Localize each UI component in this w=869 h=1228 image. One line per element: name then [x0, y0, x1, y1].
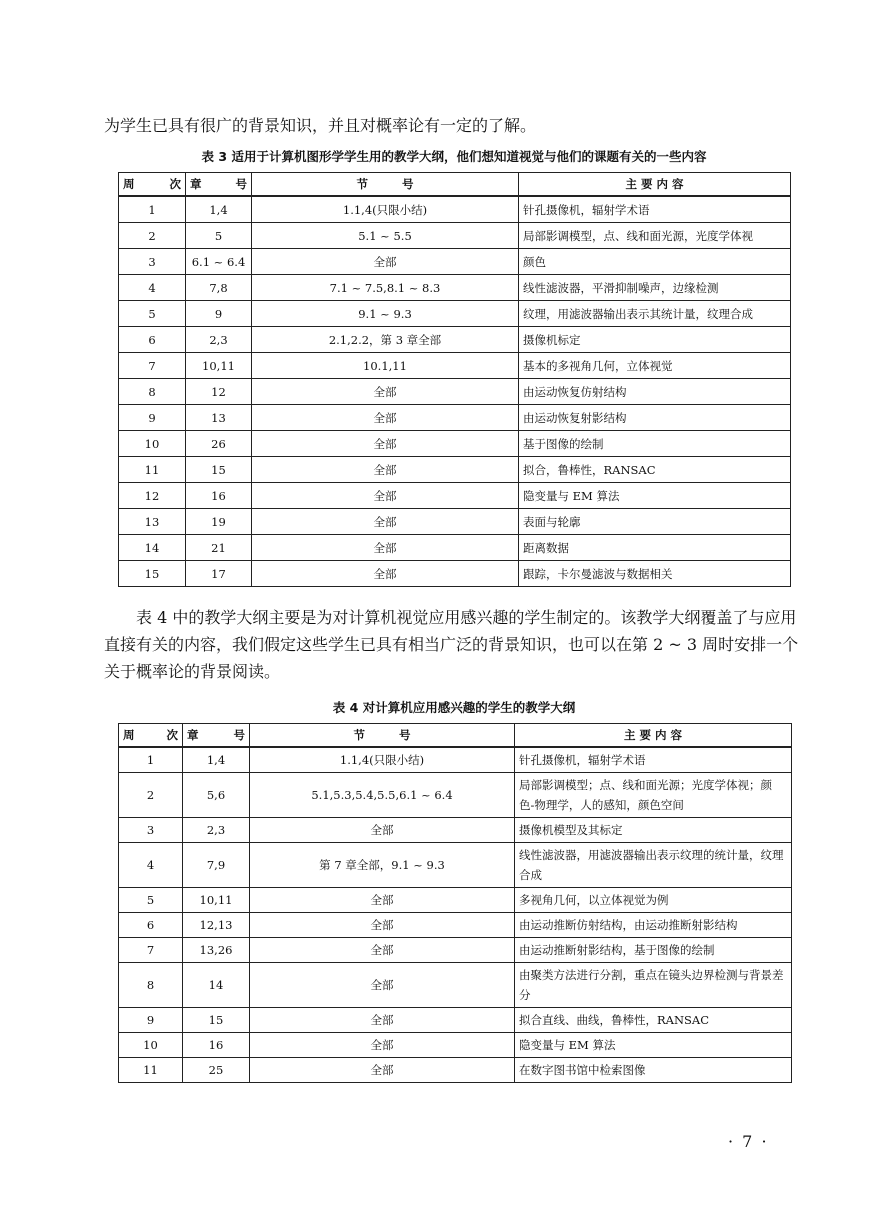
week-cell: 10 — [119, 1033, 183, 1058]
table3-body — [119, 196, 791, 587]
chapter-cell: 2,3 — [183, 818, 250, 843]
section-cell: 全部 — [250, 1008, 515, 1033]
table4 — [118, 723, 792, 1083]
table4-header-row — [119, 724, 792, 748]
table-row — [119, 773, 792, 818]
week-cell: 7 — [119, 938, 183, 963]
section-cell: 全部 — [250, 963, 515, 1008]
chapter-cell: 14 — [183, 963, 250, 1008]
table-row — [119, 483, 791, 509]
table-row — [119, 561, 791, 587]
chapter-cell: 12,13 — [183, 913, 250, 938]
header-week — [119, 724, 183, 748]
section-cell: 全部 — [252, 405, 519, 431]
content-cell: 由聚类方法进行分割，重点在镜头边界检测与背景差分 — [515, 963, 792, 1008]
section-cell: 1.1,4(只限小结) — [250, 747, 515, 773]
content-cell: 颜色 — [519, 249, 791, 275]
content-cell: 针孔摄像机，辐射学术语 — [519, 196, 791, 223]
chapter-cell: 16 — [186, 483, 252, 509]
section-cell: 1.1,4(只限小结) — [252, 196, 519, 223]
table-row — [119, 913, 792, 938]
chapter-cell: 5,6 — [183, 773, 250, 818]
content-cell: 由运动恢复仿射结构 — [519, 379, 791, 405]
intro-line: 为学生已具有很广的背景知识，并且对概率论有一定的了解。 — [104, 116, 537, 135]
table-row — [119, 223, 791, 249]
content-cell: 纹理，用滤波器输出表示其统计量，纹理合成 — [519, 301, 791, 327]
week-cell: 6 — [119, 327, 186, 353]
header-chapter — [186, 173, 252, 197]
table-row — [119, 509, 791, 535]
section-cell: 全部 — [250, 913, 515, 938]
table-row — [119, 1058, 792, 1083]
content-cell: 局部影调模型，点、线和面光源，光度学体视 — [519, 223, 791, 249]
header-week-b: 次 — [169, 177, 181, 191]
header-chapter-a: 章 — [187, 728, 199, 742]
table-row — [119, 379, 791, 405]
header-chapter-b: 号 — [235, 177, 247, 191]
section-cell: 全部 — [252, 457, 519, 483]
week-cell: 4 — [119, 275, 186, 301]
section-cell: 9.1 ~ 9.3 — [252, 301, 519, 327]
chapter-cell: 5 — [186, 223, 252, 249]
chapter-cell: 13 — [186, 405, 252, 431]
table-row — [119, 275, 791, 301]
section-cell: 全部 — [250, 1058, 515, 1083]
content-cell: 摄像机模型及其标定 — [515, 818, 792, 843]
week-cell: 4 — [119, 843, 183, 888]
content-cell: 由运动推断射影结构，基于图像的绘制 — [515, 938, 792, 963]
content-cell: 基于图像的绘制 — [519, 431, 791, 457]
header-chapter-a: 章 — [190, 177, 202, 191]
section-cell: 全部 — [252, 249, 519, 275]
header-section-b: 号 — [402, 177, 414, 191]
content-cell: 由运动恢复射影结构 — [519, 405, 791, 431]
week-cell: 8 — [119, 379, 186, 405]
header-week-a: 周 — [123, 177, 135, 191]
header-content: 主 要 内 容 — [515, 724, 792, 748]
table-row — [119, 963, 792, 1008]
chapter-cell: 7,9 — [183, 843, 250, 888]
table-row — [119, 196, 791, 223]
table-row — [119, 1008, 792, 1033]
table4-body — [119, 747, 792, 1083]
week-cell: 5 — [119, 888, 183, 913]
week-cell: 1 — [119, 747, 183, 773]
table-row — [119, 747, 792, 773]
section-cell: 5.1,5.3,5.4,5.5,6.1 ~ 6.4 — [250, 773, 515, 818]
week-cell: 14 — [119, 535, 186, 561]
content-cell: 拟合直线、曲线，鲁棒性，RANSAC — [515, 1008, 792, 1033]
chapter-cell: 25 — [183, 1058, 250, 1083]
table-row — [119, 938, 792, 963]
chapter-cell: 26 — [186, 431, 252, 457]
week-cell: 5 — [119, 301, 186, 327]
week-cell: 11 — [119, 457, 186, 483]
week-cell: 10 — [119, 431, 186, 457]
chapter-cell: 7,8 — [186, 275, 252, 301]
content-cell: 多视角几何，以立体视觉为例 — [515, 888, 792, 913]
section-cell: 全部 — [252, 431, 519, 457]
table-row — [119, 1033, 792, 1058]
chapter-cell: 12 — [186, 379, 252, 405]
chapter-cell: 15 — [186, 457, 252, 483]
section-cell: 7.1 ~ 7.5,8.1 ~ 8.3 — [252, 275, 519, 301]
week-cell: 13 — [119, 509, 186, 535]
header-week-b: 次 — [166, 728, 178, 742]
section-cell: 10.1,11 — [252, 353, 519, 379]
chapter-cell: 10,11 — [183, 888, 250, 913]
table-row — [119, 457, 791, 483]
week-cell: 6 — [119, 913, 183, 938]
table-row — [119, 818, 792, 843]
section-cell: 全部 — [252, 379, 519, 405]
table3 — [118, 172, 791, 587]
content-cell: 表面与轮廓 — [519, 509, 791, 535]
chapter-cell: 2,3 — [186, 327, 252, 353]
header-content: 主 要 内 容 — [519, 173, 791, 197]
table3-header-row — [119, 173, 791, 197]
header-section-a: 节 — [353, 728, 365, 742]
week-cell: 7 — [119, 353, 186, 379]
week-cell: 2 — [119, 223, 186, 249]
table-row — [119, 888, 792, 913]
table-row — [119, 249, 791, 275]
chapter-cell: 6.1 ~ 6.4 — [186, 249, 252, 275]
section-cell: 2.1,2.2，第 3 章全部 — [252, 327, 519, 353]
week-cell: 12 — [119, 483, 186, 509]
table-row — [119, 535, 791, 561]
chapter-cell: 19 — [186, 509, 252, 535]
section-cell: 全部 — [252, 535, 519, 561]
section-cell: 全部 — [250, 938, 515, 963]
table-row — [119, 353, 791, 379]
content-cell: 在数字图书馆中检索图像 — [515, 1058, 792, 1083]
chapter-cell: 1,4 — [183, 747, 250, 773]
week-cell: 9 — [119, 405, 186, 431]
table3-caption: 表 3 适用于计算机图形学学生用的教学大纲，他们想知道视觉与他们的课题有关的一些内容 — [201, 149, 707, 164]
header-week — [119, 173, 186, 197]
table-row — [119, 405, 791, 431]
table-row — [119, 431, 791, 457]
table-row — [119, 843, 792, 888]
chapter-cell: 1,4 — [186, 196, 252, 223]
page-number: · 7 · — [728, 1132, 769, 1151]
week-cell: 15 — [119, 561, 186, 587]
section-cell: 第 7 章全部，9.1 ~ 9.3 — [250, 843, 515, 888]
week-cell: 2 — [119, 773, 183, 818]
header-section-a: 节 — [356, 177, 368, 191]
week-cell: 11 — [119, 1058, 183, 1083]
chapter-cell: 15 — [183, 1008, 250, 1033]
content-cell: 拟合，鲁棒性，RANSAC — [519, 457, 791, 483]
week-cell: 1 — [119, 196, 186, 223]
content-cell: 基本的多视角几何，立体视觉 — [519, 353, 791, 379]
section-cell: 全部 — [250, 1033, 515, 1058]
header-week-a: 周 — [123, 728, 135, 742]
content-cell: 摄像机标定 — [519, 327, 791, 353]
header-section — [252, 173, 519, 197]
week-cell: 9 — [119, 1008, 183, 1033]
section-cell: 全部 — [250, 818, 515, 843]
section-cell: 全部 — [252, 483, 519, 509]
chapter-cell: 21 — [186, 535, 252, 561]
content-cell: 局部影调模型；点、线和面光源；光度学体视；颜色-物理学，人的感知，颜色空间 — [515, 773, 792, 818]
chapter-cell: 10,11 — [186, 353, 252, 379]
header-chapter — [183, 724, 250, 748]
header-chapter-b: 号 — [233, 728, 245, 742]
header-section — [250, 724, 515, 748]
chapter-cell: 13,26 — [183, 938, 250, 963]
section-cell: 全部 — [252, 561, 519, 587]
section-cell: 全部 — [252, 509, 519, 535]
table-row — [119, 301, 791, 327]
section-cell: 5.1 ~ 5.5 — [252, 223, 519, 249]
week-cell: 3 — [119, 818, 183, 843]
content-cell: 线性滤波器，用滤波器输出表示纹理的统计量，纹理合成 — [515, 843, 792, 888]
section-cell: 全部 — [250, 888, 515, 913]
header-section-b: 号 — [399, 728, 411, 742]
content-cell: 隐变量与 EM 算法 — [519, 483, 791, 509]
chapter-cell: 17 — [186, 561, 252, 587]
table-row — [119, 327, 791, 353]
week-cell: 8 — [119, 963, 183, 1008]
content-cell: 由运动推断仿射结构，由运动推断射影结构 — [515, 913, 792, 938]
week-cell: 3 — [119, 249, 186, 275]
content-cell: 距离数据 — [519, 535, 791, 561]
chapter-cell: 16 — [183, 1033, 250, 1058]
table4-caption: 表 4 对计算机应用感兴趣的学生的教学大纲 — [332, 700, 576, 715]
chapter-cell: 9 — [186, 301, 252, 327]
content-cell: 隐变量与 EM 算法 — [515, 1033, 792, 1058]
content-cell: 跟踪，卡尔曼滤波与数据相关 — [519, 561, 791, 587]
paragraph-2: 表 4 中的教学大纲主要是为对计算机视觉应用感兴趣的学生制定的。该教学大纲覆盖了与应用直接有关的内容，我们假定这些学生已具有相当广泛的背景知识，也可以在第 2 ~ 3 周时安排一个关于概率论的背景阅读。 — [104, 608, 799, 681]
content-cell: 线性滤波器，平滑抑制噪声，边缘检测 — [519, 275, 791, 301]
content-cell: 针孔摄像机，辐射学术语 — [515, 747, 792, 773]
